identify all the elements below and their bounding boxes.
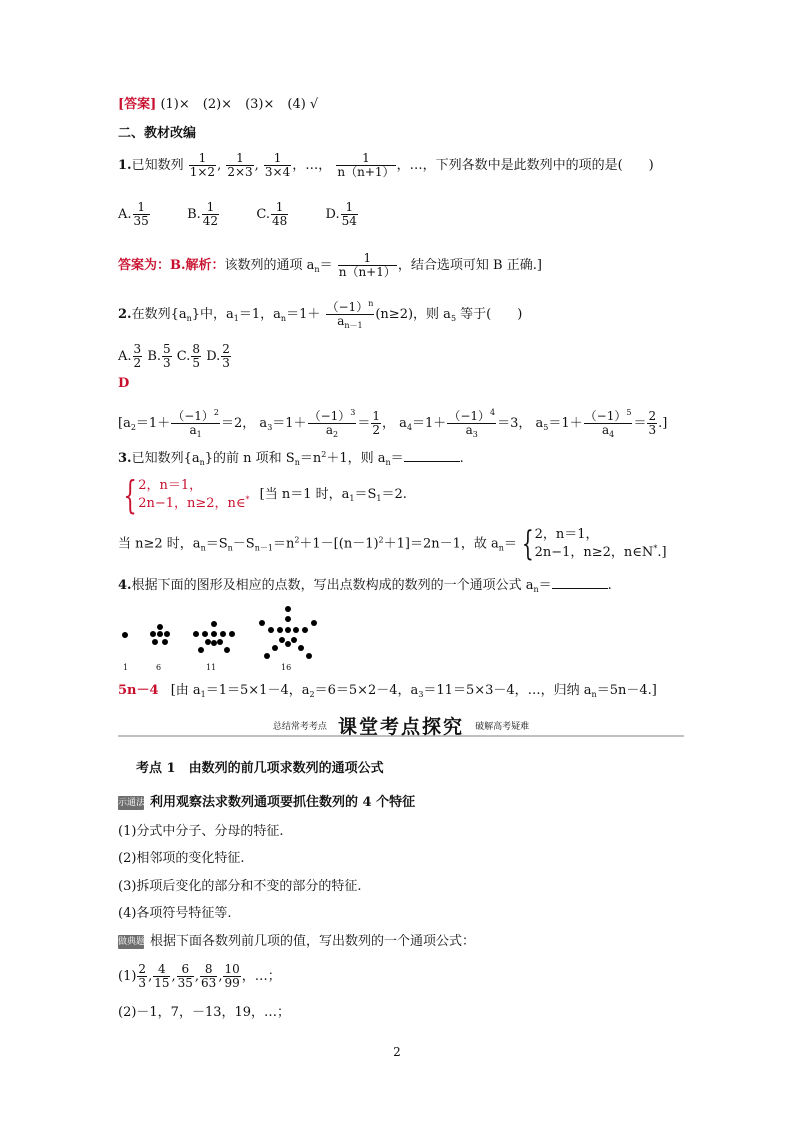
example-heading: [118, 934, 475, 950]
q2-option-a: A. $\frac{3}{2}$: [118, 342, 142, 370]
a3-brace: {: [123, 473, 137, 517]
banner-right: 破解高考疑难: [475, 722, 530, 732]
q1-option-b: B. $\frac{1}{42}$: [187, 200, 219, 228]
answer-4-formula: 5n－4: [118, 683, 159, 698]
question-2: 2.在数列$\{a_n\}$中，$a_1=1$，$a_n=1+$ $\frac{(-1)^n}{a_{n-1}}$ (n≥2)，则 $a_5$ 等于( ): [118, 299, 523, 330]
q1-option-d: D. $\frac{1}{54}$: [325, 200, 357, 228]
question-1: 1.已知数列 $\frac{1}{1\times 2}$ , $\frac{1}{2\times 3}$ , $\frac{1}{3\times 4}$ ，…， $\frac{1}{n(n+1)}$ ，…，下列各数中是此数列中的项的是( ): [118, 151, 654, 179]
method-item-1: (1)分式中分子、分母的特征.: [118, 824, 284, 839]
dots-caption-2: 6: [156, 663, 162, 672]
q1-prefix: 已知数列: [131, 158, 184, 173]
example-2: (2)－1，7，－13，19，…；: [118, 1005, 291, 1020]
banner-left: 总结常考考点: [272, 722, 327, 732]
q2-frac: $\frac{(-1)^n}{a_{n-1}}$: [326, 299, 374, 330]
question-3: 3.已知数列$\{a_n\}$的前 n 项和 $S_n=n^2+1$，则 $a_n=$ .: [118, 450, 464, 467]
answer-3-line2: 当 n≥2 时，$a_n=S_n-S_{n-1}=n^2+1-[(n-1)^2+1]=2n-1$，故 $a_n=$ { 2，n＝1， 2n−1，n≥2，n∈N*.]: [118, 524, 667, 564]
a2-item-3: $a_4=1+$ $\frac{(-1)^4}{a_3}$ ＝3，: [399, 408, 532, 439]
q1-general-frac: $\frac{1}{n(n+1)}$: [337, 151, 395, 179]
q1-frac-2: $\frac{1}{2\times 3}$: [227, 151, 253, 179]
q1-mid: ，…，: [292, 158, 332, 173]
answer-1-frac: $\frac{1}{n(n+1)}$: [338, 251, 396, 279]
answer-3-cases: { 2，n＝1， 2n−1，n≥2，n∈* [当 n＝1 时，$a_1=S_1=2$.: [123, 473, 407, 517]
dots-caption-3: 11: [206, 663, 217, 672]
method-item-2: (2)相邻项的变化特征.: [118, 851, 245, 866]
answer-4: 5n－4 [由 $a_1=1=5\times 1-4$，$a_2=6=5\times 2-4$，$a_3=11=5\times 3-4$，…，归纳 $a_n=5n-4$.]: [118, 683, 657, 699]
dots-caption-4: 16: [281, 663, 292, 672]
q2-option-c: C. $\frac{8}{5}$: [176, 342, 201, 370]
answer-tag: [答案]: [118, 97, 157, 112]
answer-items: (1)× (2)× (3)× (4) √: [160, 97, 319, 112]
q1-frac-3: $\frac{1}{3\times 4}$: [264, 151, 291, 179]
question-4: 4.根据下面的图形及相应的点数，写出点数构成的数列的一个通项公式 $a_n=$ .: [118, 578, 612, 594]
example-tag: 做典题: [118, 936, 146, 947]
q2-option-d: D. $\frac{2}{3}$: [206, 342, 230, 370]
a2-item-2: $a_3=1+$ $\frac{(-1)^3}{a_2}$ ＝ $\frac{1}{2}$ ，: [259, 408, 396, 439]
q2-option-b: B. $\frac{5}{3}$: [147, 342, 171, 370]
method-title: 利用观察法求数列通项要抓住数列的 4 个特征: [150, 795, 416, 810]
a3-case-block: 2，n＝1， 2n−1，n≥2，n∈*: [138, 478, 250, 511]
page-number: 2: [393, 1045, 401, 1059]
q1-number: 1.: [118, 158, 132, 173]
banner-title: 课堂考点探究: [337, 716, 464, 738]
answer-2-letter: D: [118, 376, 130, 391]
q1-frac-1: $\frac{1}{1\times 2}$: [189, 151, 216, 179]
dots-caption-1: 1: [123, 663, 129, 672]
section-title: 二、教材改编: [118, 126, 197, 141]
q1-option-c: C. $\frac{1}{48}$: [256, 200, 288, 228]
answer-1-label: 答案为：B.解析：: [118, 258, 225, 273]
q1-option-a: A. $\frac{1}{35}$: [118, 200, 149, 228]
a2-item-1: [$a_2=1+$ $\frac{(-1)^2}{a_1}$ ＝2，: [118, 408, 256, 439]
method-heading: [118, 795, 415, 811]
a2-item-4: $a_5=1+$ $\frac{(-1)^5}{a_4}$ ＝ $\frac{2}{3}$ .]: [535, 408, 668, 439]
section-banner: [118, 712, 684, 739]
example-1: (1) $\frac{2}{3}$ , $\frac{4}{15}$ , $\frac{6}{35}$ , $\frac{8}{63}$ , $\frac{10}{99}$ ，…；: [118, 962, 281, 990]
method-item-3: (3)拆项后变化的部分和不变的部分的特征.: [118, 879, 362, 894]
q1-suffix: ，…，下列各数中是此数列中的项的是( ): [396, 158, 654, 173]
example-text: 根据下面各数列前几项的值，写出数列的一个通项公式：: [150, 934, 476, 949]
method-tag: 示通法: [118, 797, 146, 808]
answer-1: 答案为：B.解析：该数列的通项 $a_n=$ $\frac{1}{n(n+1)}$ ，结合选项可知 B 正确.]: [118, 251, 542, 279]
method-item-4: (4)各项符号特征等.: [118, 906, 232, 921]
topic-1-title: 考点 1 由数列的前几项求数列的通项公式: [136, 761, 384, 776]
